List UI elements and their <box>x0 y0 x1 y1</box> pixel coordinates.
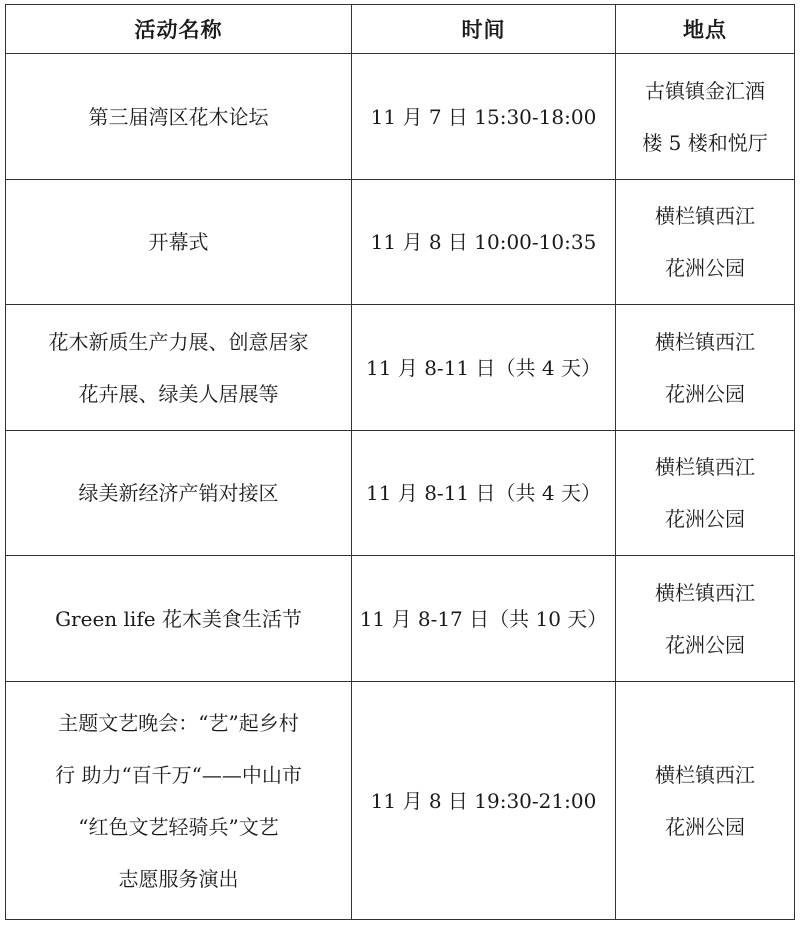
event-schedule-table <box>5 4 795 920</box>
event-place-line: 花洲公园 <box>665 256 745 280</box>
event-name-cell <box>6 431 352 556</box>
event-place-cell <box>616 431 795 556</box>
event-name-cell <box>6 682 352 920</box>
event-name-cell <box>6 54 352 180</box>
event-place-line: 横栏镇西江 <box>655 455 755 479</box>
event-place-cell <box>616 180 795 305</box>
event-name-cell <box>6 305 352 431</box>
event-place-line: 花洲公园 <box>665 632 745 657</box>
event-place-cell <box>616 682 795 920</box>
event-name-line: Green life 花木美食生活节 <box>55 606 302 631</box>
event-name-line: 花木新质生产力展、创意居家 <box>48 329 309 354</box>
event-time-cell: 11 月 8 日 10:00-10:35 <box>352 180 616 305</box>
event-place-line: 横栏镇西江 <box>655 580 755 605</box>
event-time-cell: 11 月 8 日 19:30-21:00 <box>352 682 616 920</box>
event-place-line: 横栏镇西江 <box>655 204 755 228</box>
table-row <box>6 180 795 305</box>
event-time-cell: 11 月 8-11 日（共 4 天） <box>352 305 616 431</box>
event-name-line: 绿美新经济产销对接区 <box>78 481 279 505</box>
event-place-line: 花洲公园 <box>665 381 745 406</box>
event-place-cell <box>616 54 795 180</box>
header-place: 地点 <box>616 5 795 54</box>
event-place-line: 楼 5 楼和悦厅 <box>642 130 768 155</box>
event-place-line: 横栏镇西江 <box>655 329 755 354</box>
event-name-line: 主题文艺晚会：“艺”起乡村 <box>58 710 299 735</box>
table-row <box>6 682 795 920</box>
table-row <box>6 54 795 180</box>
event-name-line: “红色文艺轻骑兵”文艺 <box>78 814 279 839</box>
event-name-line: 开幕式 <box>148 230 209 254</box>
event-time-cell: 11 月 7 日 15:30-18:00 <box>352 54 616 180</box>
event-time-cell: 11 月 8-11 日（共 4 天） <box>352 431 616 556</box>
event-place-line: 横栏镇西江 <box>655 762 755 787</box>
header-event-name: 活动名称 <box>6 5 352 54</box>
event-name-line: 花卉展、绿美人居展等 <box>78 381 279 406</box>
event-name-line: 第三届湾区花木论坛 <box>88 104 269 129</box>
event-name-line: 志愿服务演出 <box>118 866 239 891</box>
table-header-row <box>6 5 795 54</box>
event-place-line: 花洲公园 <box>665 507 745 531</box>
header-time: 时间 <box>352 5 616 54</box>
table-row <box>6 305 795 431</box>
event-place-line: 古镇镇金汇酒 <box>645 78 765 103</box>
table-row <box>6 556 795 682</box>
event-name-cell <box>6 180 352 305</box>
event-place-cell <box>616 556 795 682</box>
event-place-cell <box>616 305 795 431</box>
event-name-cell <box>6 556 352 682</box>
event-time-cell: 11 月 8-17 日（共 10 天） <box>352 556 616 682</box>
table-row <box>6 431 795 556</box>
event-place-line: 花洲公园 <box>665 814 745 839</box>
event-name-line: 行 助力“百千万“——中山市 <box>55 762 302 787</box>
